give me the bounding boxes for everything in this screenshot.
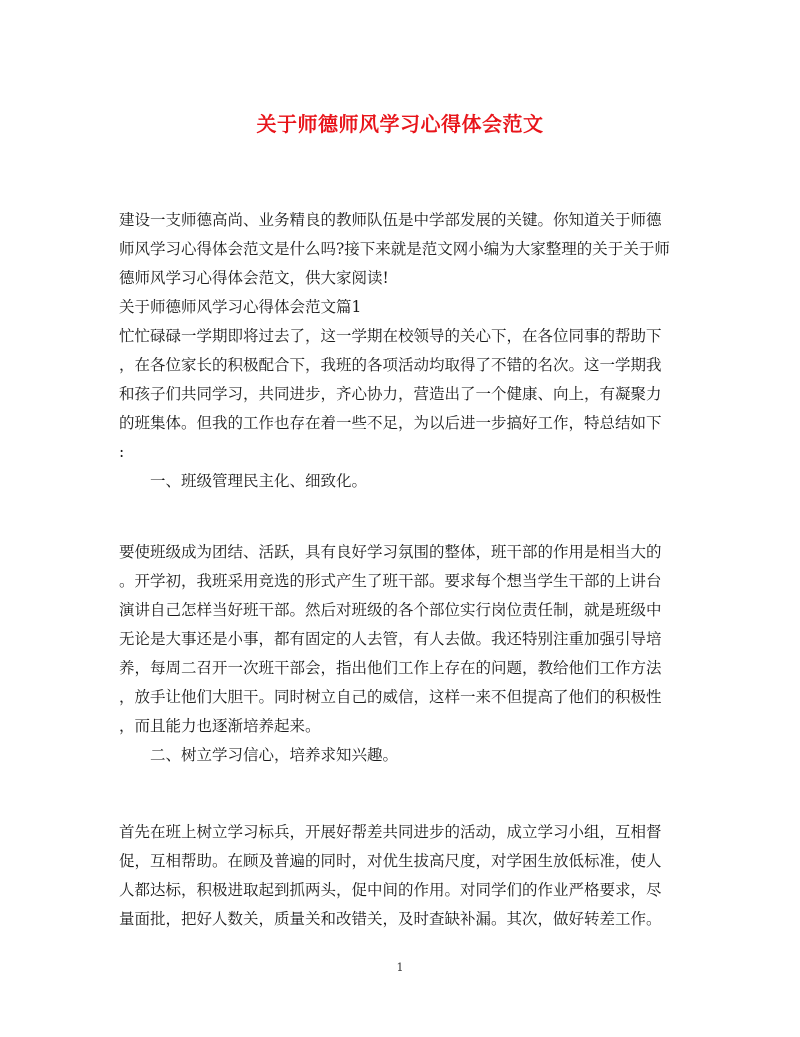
- text-line: 建设一支师德高尚、业务精良的教师队伍是中学部发展的关键。你知道关于师德: [119, 211, 662, 229]
- text-line: 量面批，把好人数关，质量关和改错关，及时查缺补漏。其次，做好转差工作。: [119, 910, 662, 928]
- paragraph-block-study: [119, 818, 681, 934]
- section-subtitle: 关于师德师风学习心得体会范文篇1: [119, 298, 362, 316]
- section-heading: 一、班级管理民主化、细致化。: [150, 472, 368, 490]
- section-heading: 二、树立学习信心，培养求知兴趣。: [150, 746, 399, 764]
- text-line: 养，每周二召开一次班干部会，指出他们工作上存在的问题，教给他们工作方法: [119, 659, 662, 677]
- text-line: 人都达标，积极进取起到抓两头，促中间的作用。对同学们的作业严格要求，尽: [119, 881, 662, 899]
- text-line: 。开学初，我班采用竞选的形式产生了班干部。要求每个想当学生干部的上讲台: [119, 572, 662, 590]
- text-line: ，在各位家长的积极配合下，我班的各项活动均取得了不错的名次。这一学期我: [119, 356, 662, 374]
- document-title: 关于师德师风学习心得体会范文: [256, 112, 544, 136]
- paragraph-block-intro: [119, 206, 681, 496]
- text-line: 首先在班上树立学习标兵，开展好帮差共同进步的活动，成立学习小组，互相督: [119, 823, 662, 841]
- text-line: 促，互相帮助。在顾及普遍的同时，对优生拔高尺度，对学困生放低标准，使人: [119, 852, 662, 870]
- text-line: 和孩子们共同学习，共同进步，齐心协力，营造出了一个健康、向上，有凝聚力: [119, 385, 662, 403]
- page-number: 1: [396, 961, 404, 974]
- text-line: 的班集体。但我的工作也存在着一些不足，为以后进一步搞好工作，特总结如下: [119, 414, 662, 432]
- text-line: ，放手让他们大胆干。同时树立自己的威信，这样一来不但提高了他们的积极性: [119, 688, 662, 706]
- text-line: 要使班级成为团结、活跃，具有良好学习氛围的整体，班干部的作用是相当大的: [119, 543, 662, 561]
- text-line: ，而且能力也逐渐培养起来。: [119, 717, 321, 735]
- text-line: 无论是大事还是小事，都有固定的人去管，有人去做。我还特别注重加强引导培: [119, 630, 662, 648]
- text-line: 德师风学习心得体会范文，供大家阅读!: [119, 269, 389, 287]
- text-line: 忙忙碌碌一学期即将过去了，这一学期在校领导的关心下，在各位同事的帮助下: [119, 327, 662, 345]
- text-line: 演讲自己怎样当好班干部。然后对班级的各个部位实行岗位责任制，就是班级中: [119, 601, 662, 619]
- text-line: 师风学习心得体会范文是什么吗?接下来就是范文网小编为大家整理的关于关于师: [119, 240, 670, 258]
- text-line: :: [119, 443, 125, 461]
- paragraph-block-class-management: [119, 538, 681, 770]
